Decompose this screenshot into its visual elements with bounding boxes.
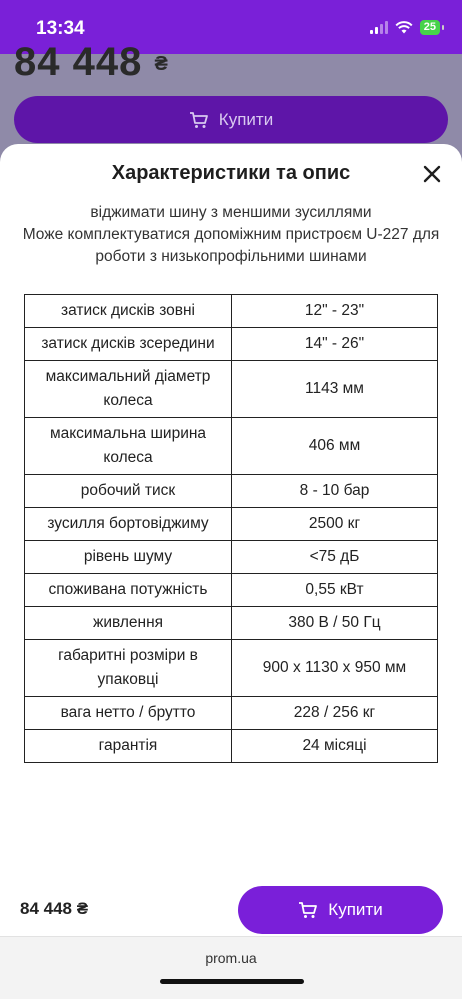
footer-bar (0, 859, 462, 937)
buy-button-label: Купити (328, 900, 383, 919)
spec-row (25, 361, 438, 418)
spec-row (25, 541, 438, 574)
spec-row (25, 640, 438, 697)
spec-value: 24 місяці (232, 730, 438, 763)
spec-key: затиск дисків зсередини (25, 328, 232, 361)
buy-button[interactable] (238, 886, 443, 934)
spec-value: 2500 кг (232, 508, 438, 541)
spec-row (25, 574, 438, 607)
spec-row (25, 418, 438, 475)
close-icon (420, 162, 444, 186)
status-time: 13:34 (36, 18, 85, 39)
spec-key: габаритні розміри в упаковці (25, 640, 232, 697)
characteristics-sheet (0, 144, 462, 999)
url-text: prom.ua (205, 950, 257, 966)
spec-key: зусилля бортовіджиму (25, 508, 232, 541)
spec-value: 0,55 кВт (232, 574, 438, 607)
spec-row (25, 328, 438, 361)
close-button[interactable] (420, 162, 444, 186)
spec-value: 380 В / 50 Гц (232, 607, 438, 640)
footer-price: 84 448 ₴ (20, 899, 89, 918)
background-price: 84 448 ₴ (14, 40, 169, 84)
description (18, 202, 444, 268)
spec-key: затиск дисків зовні (25, 295, 232, 328)
spec-value: 900 x 1130 x 950 мм (232, 640, 438, 697)
cart-icon (298, 901, 318, 919)
cart-icon (189, 111, 209, 129)
spec-key: гарантія (25, 730, 232, 763)
battery-icon: 25 (420, 20, 440, 35)
spec-key: живлення (25, 607, 232, 640)
wifi-icon (395, 21, 413, 34)
spec-row (25, 475, 438, 508)
spec-key: рівень шуму (25, 541, 232, 574)
spec-value: 12" - 23" (232, 295, 438, 328)
cellular-signal-icon (370, 21, 388, 34)
spec-value: 406 мм (232, 418, 438, 475)
spec-key: максимальний діаметр колеса (25, 361, 232, 418)
spec-value: ˂75 дБ (232, 541, 438, 574)
spec-key: максимальна ширина колеса (25, 418, 232, 475)
spec-row (25, 607, 438, 640)
spec-row (25, 295, 438, 328)
spec-key: вага нетто / брутто (25, 697, 232, 730)
home-indicator[interactable] (160, 979, 304, 984)
spec-key: споживана потужність (25, 574, 232, 607)
browser-address-bar[interactable] (0, 936, 462, 999)
description-line: Може комплектуватися допоміжним пристроєм U-227 для роботи з низькопрофільними шинами (22, 226, 440, 265)
spec-value: 228 / 256 кг (232, 697, 438, 730)
background-buy-button: Купити (14, 96, 448, 143)
spec-table (24, 294, 438, 763)
spec-row (25, 697, 438, 730)
spec-value: 1143 мм (232, 361, 438, 418)
description-line: віджимати шину з меншими зусиллями (90, 204, 372, 221)
spec-value: 8 - 10 бар (232, 475, 438, 508)
status-icons (370, 20, 440, 35)
spec-key: робочий тиск (25, 475, 232, 508)
sheet-title: Характеристики та опис (111, 162, 351, 184)
spec-row (25, 730, 438, 763)
spec-row (25, 508, 438, 541)
spec-value: 14" - 26" (232, 328, 438, 361)
